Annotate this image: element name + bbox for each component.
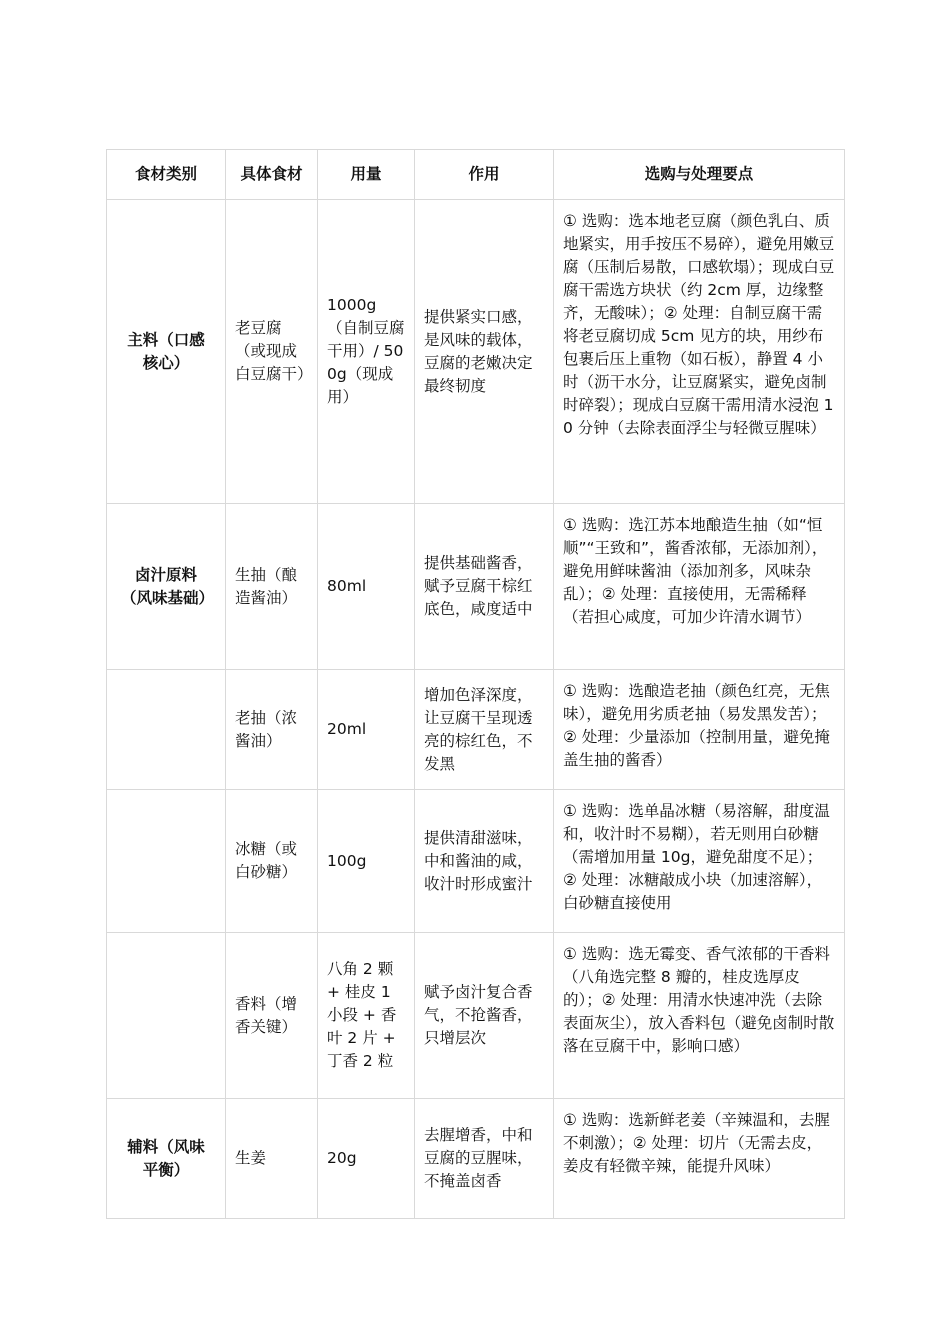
table-row xyxy=(107,200,845,504)
cell-role: 去腥增香，中和豆腐的豆腥味，不掩盖卤香 xyxy=(415,1099,554,1219)
header-category: 食材类别 xyxy=(107,150,226,200)
cell-tips: ① 选购：选无霉变、香气浓郁的干香料（八角选完整 8 瓣的，桂皮选厚皮的）；② 处理：用清水快速冲洗（去除表面灰尘），放入香料包（避免卤制时散落在豆腐干中，影响口感） xyxy=(554,933,845,1099)
table-row xyxy=(107,670,845,790)
table-row xyxy=(107,790,845,933)
table-row xyxy=(107,933,845,1099)
header-tips: 选购与处理要点 xyxy=(554,150,845,200)
cell-role: 提供清甜滋味，中和酱油的咸，收汁时形成蜜汁 xyxy=(415,790,554,933)
cell-amount: 20g xyxy=(318,1099,415,1219)
cell-tips: ① 选购：选本地老豆腐（颜色乳白、质地紧实，用手按压不易碎），避免用嫩豆腐（压制后易散，口感软塌）；现成白豆腐干需选方块状（约 2cm 厚，边缘整齐，无酸味）；② 处理：自制豆腐干需将老豆腐切成 5cm 见方的块，用纱布包裹后压上重物（如石板），静置 4 小时（沥干水分，让豆腐紧实，避免卤制时碎裂）；现成白豆腐干需用清水浸泡 10 分钟（去除表面浮尘与轻微豆腥味） xyxy=(554,200,845,504)
cell-category: 主料（口感核心） xyxy=(107,200,226,504)
cell-category xyxy=(107,790,226,933)
cell-tips: ① 选购：选新鲜老姜（辛辣温和，去腥不刺激）；② 处理：切片（无需去皮，姜皮有轻微辛辣，能提升风味） xyxy=(554,1099,845,1219)
cell-amount: 八角 2 颗 + 桂皮 1 小段 + 香叶 2 片 + 丁香 2 粒 xyxy=(318,933,415,1099)
cell-category xyxy=(107,933,226,1099)
cell-role: 提供紧实口感，是风味的载体，豆腐的老嫩决定最终韧度 xyxy=(415,200,554,504)
cell-role: 提供基础酱香，赋予豆腐干棕红底色，咸度适中 xyxy=(415,504,554,670)
cell-item: 冰糖（或白砂糖） xyxy=(226,790,318,933)
cell-item: 生抽（酿造酱油） xyxy=(226,504,318,670)
cell-amount: 100g xyxy=(318,790,415,933)
cell-item: 生姜 xyxy=(226,1099,318,1219)
header-amount: 用量 xyxy=(318,150,415,200)
cell-amount: 1000g（自制豆腐干用）/ 500g（现成用） xyxy=(318,200,415,504)
cell-amount: 20ml xyxy=(318,670,415,790)
table-row xyxy=(107,1099,845,1219)
cell-tips: ① 选购：选单晶冰糖（易溶解，甜度温和，收汁时不易糊），若无则用白砂糖（需增加用量 10g，避免甜度不足）；② 处理：冰糖敲成小块（加速溶解），白砂糖直接使用 xyxy=(554,790,845,933)
ingredients-table xyxy=(106,149,845,1219)
table-header-row xyxy=(107,150,845,200)
cell-item: 老豆腐（或现成白豆腐干） xyxy=(226,200,318,504)
cell-amount: 80ml xyxy=(318,504,415,670)
cell-item: 老抽（浓酱油） xyxy=(226,670,318,790)
cell-item: 香料（增香关键） xyxy=(226,933,318,1099)
cell-category: 卤汁原料（风味基础） xyxy=(107,504,226,670)
cell-role: 赋予卤汁复合香气，不抢酱香，只增层次 xyxy=(415,933,554,1099)
table-row xyxy=(107,504,845,670)
cell-category: 辅料（风味平衡） xyxy=(107,1099,226,1219)
header-role: 作用 xyxy=(415,150,554,200)
cell-role: 增加色泽深度，让豆腐干呈现透亮的棕红色，不发黑 xyxy=(415,670,554,790)
cell-category xyxy=(107,670,226,790)
cell-tips: ① 选购：选酿造老抽（颜色红亮，无焦味），避免用劣质老抽（易发黑发苦）；② 处理：少量添加（控制用量，避免掩盖生抽的酱香） xyxy=(554,670,845,790)
header-item: 具体食材 xyxy=(226,150,318,200)
cell-tips: ① 选购：选江苏本地酿造生抽（如“恒顺”“王致和”，酱香浓郁，无添加剂），避免用鲜味酱油（添加剂多，风味杂乱）；② 处理：直接使用，无需稀释（若担心咸度，可加少许清水调节） xyxy=(554,504,845,670)
